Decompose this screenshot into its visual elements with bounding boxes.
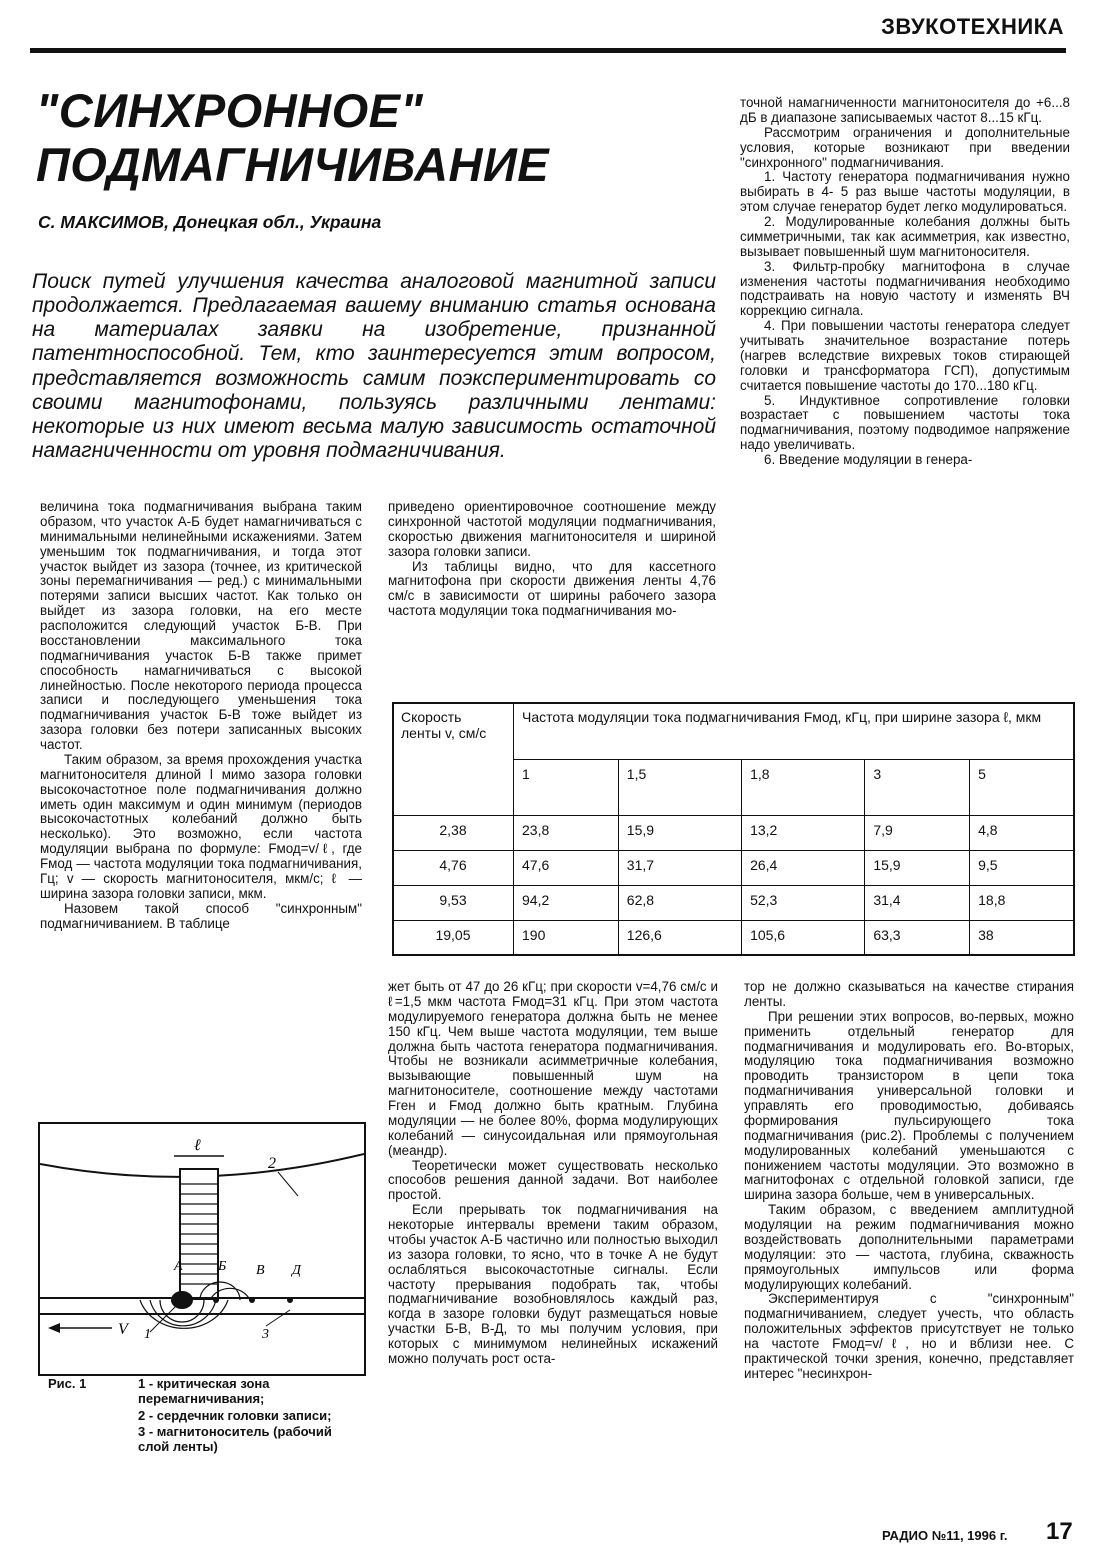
paragraph: тор не должно сказываться на качестве стирания ленты.: [744, 979, 1074, 1009]
table-row: [393, 886, 1075, 921]
table-cell: 19,05: [393, 921, 514, 956]
paragraph: Таким образом, с введением амплитудной модуляции на режим подмагничивания можно воздействовать дополнительными параметрами модуляции: это — частота, глубина, скважность прямоугольных импульсов или форма модулирующих колебаний.: [744, 1202, 1074, 1292]
column-bottom-middle: [388, 980, 718, 1367]
paragraph: 1. Частоту генератора подмагничивания нужно выбирать в 4- 5 раз выше частоты модуляции, в этом случае генератор будет легко модулироваться.: [740, 169, 1070, 215]
footer-issue: РАДИО №11, 1996 г.: [882, 1528, 1008, 1543]
paragraph: Из таблицы видно, что для кассетного магнитофона при скорости движения ленты 4,76 см/с в зависимости от ширины рабочего зазора частота модуляции тока подмагничивания мо-: [388, 558, 716, 619]
paragraph: Если прерывать ток подмагничивания на некоторые интервалы времени таким образом, чтобы участок А-Б частично или полностью выходил из зазора головки, то ясно, что в точке А не будут ослабляться высокочастотные сигналы. Если частоту прерывания подобрать так, чтобы подмагничивание возобновлялось каждый раз, когда в зазоре головки будут размещаться новые участки Б-В, В-Д, то мы получим условия, при которых с минимумом нелинейных искажений можно получать рост оста-: [388, 1202, 718, 1366]
table-header-speed: Скорость ленты v, см/с: [393, 703, 514, 816]
table-cell: 9,53: [393, 886, 514, 921]
caption-item: 2 - сердечник головки записи;: [138, 1407, 332, 1423]
tape-label: 3: [262, 1327, 269, 1342]
table-cell: 31,4: [865, 886, 970, 921]
table-cell: 23,8: [514, 816, 619, 851]
gap-width-cell: 1,8: [742, 759, 865, 816]
paragraph: Рассмотрим ограничения и дополнительные условия, которые возникают при введении "синхронного" подмагничивания.: [740, 124, 1070, 170]
core-label: 2: [268, 1155, 276, 1172]
paragraph: При решении этих вопросов, во-первых, можно применить отдельный генератор для подмагничивания и модулировать его. Во-вторых, модуляцию тока подмагничивания возможно проводить транзистором в цепи тока подмагничивания универсальной головки и управлять его проводимостью, добиваясь формирования пульсирующего тока подмагничивания (рис.2). Проблемы с получением модулированных колебаний уменьшаются с понижением частоты модуляции. Это возможно в магнитофонах с отдельной головкой записи, где ширина зазора больше, чем в универсальных.: [744, 1008, 1074, 1203]
table-cell: 4,76: [393, 851, 514, 886]
article-title: [36, 84, 716, 192]
paragraph: Таким образом, за время прохождения участка магнитоносителя длиной l мимо зазора головки высокочастотное поле подмагничивания должно иметь один максимум и один минимум (периодов высокочастотных колебаний должно быть несколько). Это возможно, если частота модуляции выбрана по формуле: Fмод=v/ℓ, где Fмод — частота модуляции тока подмагничивания, Гц; v — скорость магнитоносителя, мкм/с; ℓ — ширина зазора головки записи, мкм.: [40, 751, 362, 901]
column-bottom-right: [744, 980, 1074, 1382]
head-tape-drawing: [40, 1124, 364, 1374]
table-row: [393, 921, 1075, 956]
table-cell: 62,8: [618, 886, 741, 921]
paragraph: Теоретически может существовать несколько способов решения данной задачи. Вот наиболее простой.: [388, 1157, 718, 1203]
gap-width-cell: 1: [514, 759, 619, 816]
paragraph: 3. Фильтр-пробку магнитофона в случае изменения частоты подмагничивания необходимо подстраивать на новую частоту и изменять ВЧ коррекцию сигнала.: [740, 258, 1070, 319]
table-cell: 105,6: [742, 921, 865, 956]
gap-width-cell: 1,5: [618, 759, 741, 816]
point-d-label: Д: [292, 1263, 301, 1278]
byline: С. МАКСИМОВ, Донецкая обл., Украина: [38, 212, 382, 232]
table-cell: 47,6: [514, 851, 619, 886]
section-label: ЗВУКОТЕХНИКА: [881, 14, 1064, 39]
paragraph: 4. При повышении частоты генератора следует учитывать значительное возрастание потерь (нагрев вследствие вихревых токов стирающей головки и трансформатора ГСП), допустимым считается повышение частоты до 170...180 кГц.: [740, 318, 1070, 393]
table-cell: 38: [970, 921, 1075, 956]
table-cell: 94,2: [514, 886, 619, 921]
gap-width-cell: 5: [970, 759, 1075, 816]
table-cell: 7,9: [865, 816, 970, 851]
paragraph: приведено ориентировочное соотношение между синхронной частотой модуляции подмагничивания, скоростью движения магнитоносителя и шириной зазора головки записи.: [388, 499, 716, 559]
head-gap-stack: [180, 1169, 218, 1299]
table-cell: 13,2: [742, 816, 865, 851]
column-right-top: [740, 96, 1070, 468]
gap-width-cell: 3: [865, 759, 970, 816]
caption-item: 3 - магнитоноситель (рабочий слой ленты): [138, 1423, 332, 1455]
point-v-label: В: [256, 1263, 265, 1278]
point-b-label: Б: [218, 1259, 227, 1274]
lead-paragraph: Поиск путей улучшения качества аналоговой магнитной записи продолжается. Предлагаемая вашему вниманию статья основана на материалах заявки на изобретение, признанной патентноспособной. Тем, кто заинтересуется этим вопросом, представляется возможность самим поэкспериментировать со своими магнитофонами, пользуясь различными лентами: некоторые из них имеют весьма малую зависимость остаточной намагниченности от уровня подмагничивания.: [32, 270, 716, 462]
table-cell: 63,3: [865, 921, 970, 956]
paragraph: Назовем такой способ "синхронным" подмагничиванием. В таблице: [40, 900, 362, 931]
table-cell: 26,4: [742, 851, 865, 886]
point-a-label: А: [174, 1259, 183, 1274]
column-middle: [388, 500, 716, 619]
table-cell: 190: [514, 921, 619, 956]
table-cell: 9,5: [970, 851, 1075, 886]
table-cell: 126,6: [618, 921, 741, 956]
paragraph: 6. Введение модуляции в генера-: [764, 452, 973, 467]
page-number: 17: [1046, 1518, 1073, 1545]
table-row: [393, 816, 1075, 851]
paragraph: жет быть от 47 до 26 кГц; при скорости v=4,76 см/с и ℓ=1,5 мкм частота Fмод=31 кГц. При этом частота модулируемого генератора должна быть не менее 150 кГц. Чем выше частота модуляции, тем выше должна быть частота генератора подмагничивания. Чтобы не возникали асимметричные колебания, вызывающие повышенный шум на магнитоносителе, соотношение между частотами Fген и Fмод должно быть кратным. Глубина модуляции — не более 80%, форма модулирующих колебаний — синусоидальная или прямоугольная (меандр).: [388, 979, 718, 1158]
title-line-2: ПОДМАГНИЧИВАНИЕ: [36, 138, 550, 192]
paragraph: 2. Модулированные колебания должны быть симметричными, так как асимметрия, как известно, вызывает повышенный шум магнитоносителя.: [740, 214, 1070, 259]
header-rule: [30, 48, 1066, 53]
zone-label: 1: [144, 1327, 151, 1342]
figure-caption: [138, 1376, 360, 1456]
table-header-frequency: Частота модуляции тока подмагничивания Fмод, кГц, при ширине зазора ℓ, мкм: [514, 703, 1075, 760]
table-cell: 18,8: [970, 886, 1075, 921]
table-cell: 15,9: [618, 816, 741, 851]
table-cell: 15,9: [865, 851, 970, 886]
paragraph: величина тока подмагничивания выбрана таким образом, что участок А-Б будет намагничиваться с минимальными нелинейными искажениями. Затем уменьшим ток подмагничивания, и тогда этот участок выйдет из зазора (точнее, из критической зоны перемагничивания — ред.) с минимальными потерями записи высших частот. Как только он выйдет из зазора головки, на его месте расположится следующий участок Б-В. При восстановлении максимального тока подмагничивания участок Б-В также примет способность намагничиваться с высокой линейностью. После некоторого периода процесса записи и последующего уменьшения тока подмагничивания участок Б-В тоже выйдет из зазора головки без потери записанных высоких частот.: [40, 499, 362, 752]
column-left: [40, 500, 362, 931]
title-line-1: "СИНХРОННОЕ": [36, 84, 424, 137]
table-row: [393, 851, 1075, 886]
caption-item: 1 - критическая зона перемагничивания;: [138, 1376, 270, 1407]
table-cell: 52,3: [742, 886, 865, 921]
figure-caption-label: Рис. 1: [48, 1376, 87, 1391]
table-cell: 2,38: [393, 816, 514, 851]
figure-1-diagram: [38, 1122, 366, 1376]
table-cell: 31,7: [618, 851, 741, 886]
paragraph: 5. Индуктивное сопротивление головки возрастает с повышением частоты тока подмагничивания, поэтому подводимое напряжение надо увеличивать.: [740, 392, 1070, 453]
modulation-table: [392, 702, 1075, 956]
paragraph: точной намагниченности магнитоносителя до +6...8 дБ в диапазоне записываемых частот 8...15 кГц.: [740, 95, 1070, 125]
gap-label: ℓ: [194, 1137, 201, 1154]
paragraph: Экспериментируя с "синхронным" подмагничиванием, следует учесть, что область положительных эффектов присутствует не только на частоте Fмод=v/ℓ, но и вблизи нее. С практической точки зрения, конечно, представляет интерес "несинхрон-: [744, 1291, 1074, 1381]
table-cell: 4,8: [970, 816, 1075, 851]
velocity-label: V: [118, 1321, 128, 1338]
